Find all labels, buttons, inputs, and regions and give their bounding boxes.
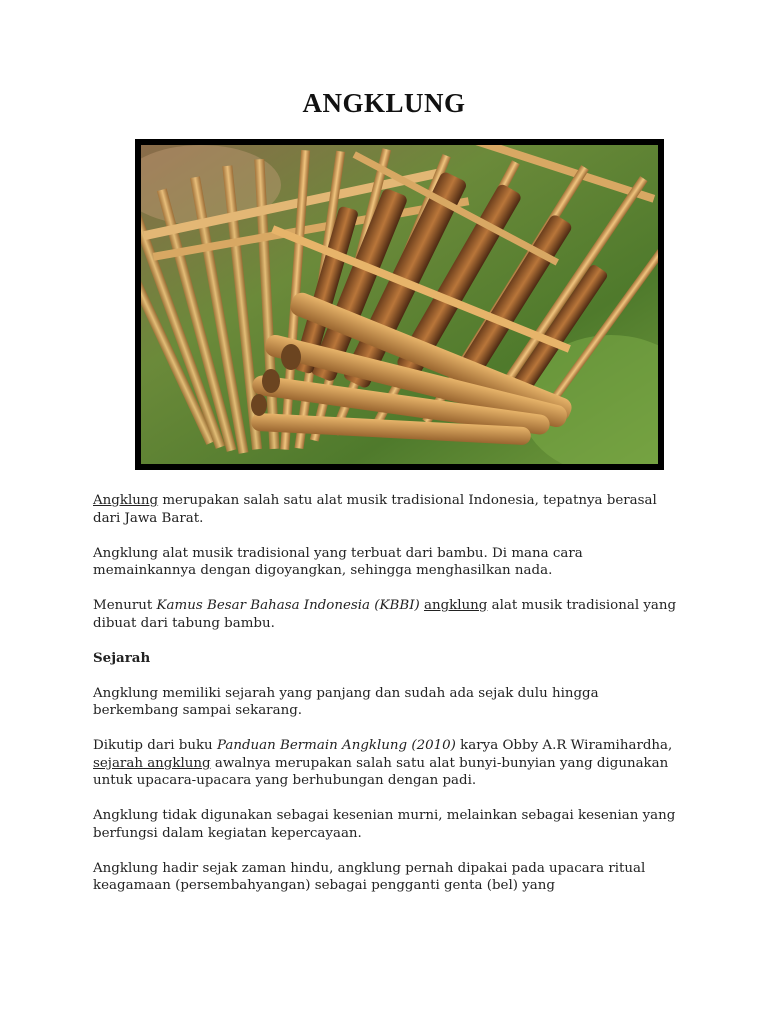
paragraph-intro-text: merupakan salah satu alat musik tradisional Indonesia, tepatnya berasal dari Jawa Barat. [93, 493, 657, 526]
paragraph-intro [93, 492, 683, 527]
paragraph-hindu-era: Angklung hadir sejak zaman hindu, angklung pernah dipakai pada upacara ritual keagamaan (persembahyangan) sebagai pengganti genta (bel) yang [93, 860, 646, 893]
sejarah-angklung-link[interactable]: sejarah angklung [93, 755, 211, 771]
angklung-link[interactable]: Angklung [93, 493, 159, 508]
kbbi-title: Kamus Besar Bahasa Indonesia (KBBI) [156, 598, 420, 613]
citation-text-a: Dikutip dari buku [93, 738, 217, 753]
paragraph-book-citation [93, 737, 683, 790]
paragraph-history: Angklung memiliki sejarah yang panjang dan sudah ada sejak dulu hingga berkembang sampai sekarang. [93, 685, 599, 718]
angklung-kbbi-link[interactable]: angklung [423, 598, 488, 613]
paragraph-function: Angklung tidak digunakan sebagai kesenian murni, melainkan sebagai kesenian yang berfungsi dalam kegiatan kepercayaan. [93, 808, 676, 841]
kbbi-text-c: alat musik tradisional yang dibuat dari tabung bambu. [93, 598, 677, 631]
paragraph-kbbi [93, 597, 683, 632]
kbbi-text-a: Menurut [93, 598, 157, 613]
page-title: ANGKLUNG [302, 88, 466, 118]
citation-text-b: karya Obby A.R Wiramihardha, [455, 738, 673, 753]
book-title: Panduan Bermain Angklung (2010) [216, 738, 456, 753]
angklung-illustration [141, 145, 658, 464]
angklung-photo [135, 139, 664, 470]
paragraph-material: Angklung alat musik tradisional yang terbuat dari bambu. Di mana cara memainkannya dengan digoyangkan, sehingga menghasilkan nada. [93, 545, 583, 578]
section-heading-sejarah: Sejarah [93, 649, 151, 666]
article-body [93, 492, 683, 912]
citation-text-c: awalnya merupakan salah satu alat bunyi-bunyian yang digunakan untuk upacara-upacara yang berhubungan dengan padi. [93, 755, 669, 788]
